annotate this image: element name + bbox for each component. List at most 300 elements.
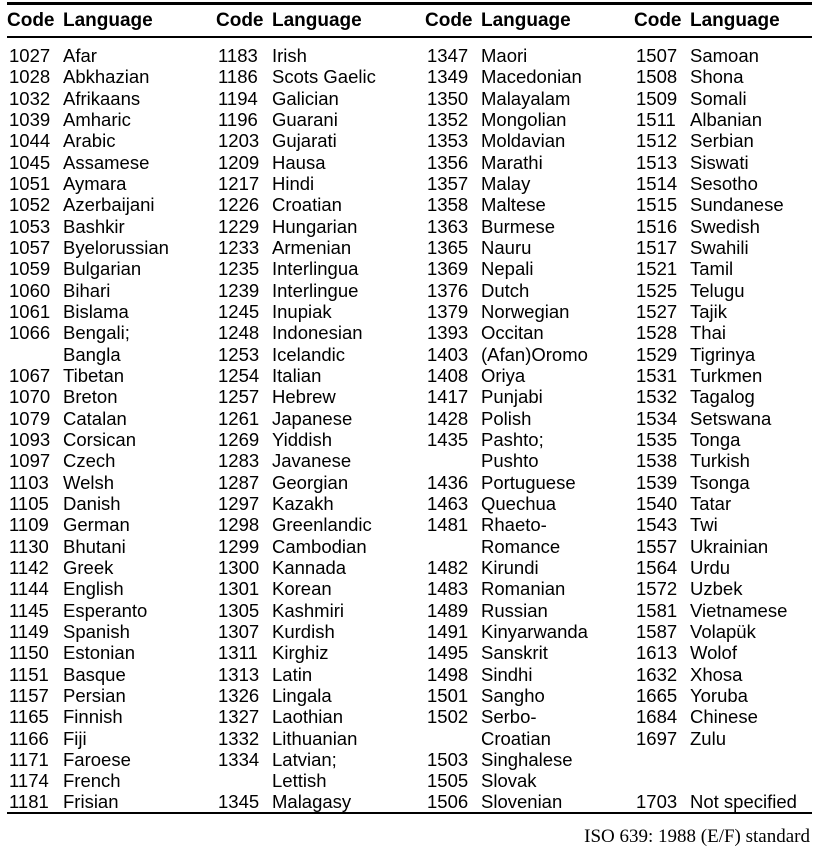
- table-row: [636, 152, 797, 173]
- table-row: [9, 600, 169, 621]
- language-code: 1513: [636, 151, 678, 173]
- language-name: Bulgarian: [63, 258, 142, 280]
- language-code: 1326: [218, 684, 260, 706]
- table-row: [9, 109, 169, 130]
- language-code: 1428: [427, 407, 469, 429]
- table-row: [636, 301, 797, 322]
- language-name: Norwegian: [481, 300, 570, 322]
- table-row: [218, 301, 376, 322]
- language-code: 1417: [427, 386, 469, 408]
- language-name: Swahili: [690, 236, 749, 258]
- language-name: Rhaeto-: [481, 514, 547, 536]
- column-header: [7, 10, 153, 32]
- language-name: Spanish: [63, 620, 130, 642]
- table-row: [427, 66, 588, 87]
- language-code: 1498: [427, 663, 469, 685]
- language-name: Urdu: [690, 556, 731, 578]
- column-rows: [9, 45, 169, 813]
- language-name: Kirghiz: [272, 642, 329, 664]
- table-row: [218, 109, 376, 130]
- table-row: [427, 45, 588, 66]
- language-code: 1516: [636, 215, 678, 237]
- language-code: 1483: [427, 578, 469, 600]
- table-row: [636, 88, 797, 109]
- language-code: 1503: [427, 748, 469, 770]
- language-name: Singhalese: [481, 748, 573, 770]
- language-code: 1144: [9, 578, 49, 600]
- language-name: Lithuanian: [272, 727, 358, 749]
- language-code: 1532: [636, 386, 678, 408]
- table-row: [636, 109, 797, 130]
- table-row: [218, 621, 376, 642]
- language-name: Afrikaans: [63, 87, 141, 109]
- table-row: [427, 429, 588, 450]
- language-code: 1507: [636, 45, 678, 66]
- language-name: Breton: [63, 386, 118, 408]
- language-name: Turkish: [690, 450, 750, 472]
- table-row: [218, 770, 376, 791]
- table-row: [9, 322, 169, 343]
- language-code: 1226: [218, 194, 260, 216]
- language-name: Volapük: [690, 620, 756, 642]
- table-row: [427, 173, 588, 194]
- table-row: [9, 749, 169, 770]
- language-code: 1186: [218, 66, 258, 88]
- table-row: [427, 216, 588, 237]
- language-name: Samoan: [690, 45, 759, 66]
- table-row: [636, 280, 797, 301]
- table-row: [636, 600, 797, 621]
- language-name: Czech: [63, 450, 116, 472]
- language-code: 1665: [636, 684, 678, 706]
- language-code: 1027: [9, 45, 51, 66]
- table-row: [636, 130, 797, 151]
- language-code: 1632: [636, 663, 678, 685]
- language-name: Malay: [481, 172, 531, 194]
- table-row: [636, 365, 797, 386]
- language-name: Serbo-: [481, 706, 537, 728]
- language-name: Korean: [272, 578, 332, 600]
- table-row: [9, 152, 169, 173]
- table-row: [9, 685, 169, 706]
- language-name: Ukrainian: [690, 535, 769, 557]
- language-name: Uzbek: [690, 578, 743, 600]
- table-row: [9, 514, 169, 535]
- language-name: Dutch: [481, 279, 530, 301]
- table-row: [218, 664, 376, 685]
- language-code: 1347: [427, 45, 469, 66]
- language-name: Tagalog: [690, 386, 755, 408]
- table-row: [218, 642, 376, 663]
- language-name: Bengali;: [63, 322, 130, 344]
- table-row: [427, 578, 588, 599]
- language-name: Lettish: [272, 770, 327, 792]
- language-code: 1245: [218, 300, 260, 322]
- language-code: 1052: [9, 194, 51, 216]
- column-header: [216, 10, 362, 32]
- code-header: Code: [216, 10, 264, 31]
- language-code: 1301: [218, 578, 260, 600]
- language-name: Galician: [272, 87, 339, 109]
- language-name: Sindhi: [481, 663, 533, 685]
- table-row: [636, 642, 797, 663]
- language-name: (Afan)Oromo: [481, 343, 588, 365]
- language-code: 1233: [218, 236, 260, 258]
- language-name: Inupiak: [272, 300, 332, 322]
- language-name: Malayalam: [481, 87, 571, 109]
- table-row: [218, 557, 376, 578]
- language-name: Lingala: [272, 684, 332, 706]
- language-name: Xhosa: [690, 663, 743, 685]
- table-row: [218, 706, 376, 727]
- table-row: [427, 386, 588, 407]
- language-code: 1145: [9, 599, 49, 621]
- table-top-rule: [7, 2, 812, 5]
- table-row: [636, 386, 797, 407]
- table-row: [9, 45, 169, 66]
- language-name: Polish: [481, 407, 532, 429]
- language-code: 1376: [427, 279, 469, 301]
- language-name: Gujarati: [272, 130, 337, 152]
- code-header: Code: [7, 10, 55, 31]
- language-name: Bhutani: [63, 535, 126, 557]
- language-name: Occitan: [481, 322, 544, 344]
- language-name: Thai: [690, 322, 726, 344]
- table-row: [218, 600, 376, 621]
- language-name: English: [63, 578, 124, 600]
- language-code: 1142: [9, 556, 49, 578]
- language-name: Tamil: [690, 258, 734, 280]
- language-name: Persian: [63, 684, 126, 706]
- language-name: Scots Gaelic: [272, 66, 376, 88]
- language-code: 1171: [9, 748, 49, 770]
- table-row: [427, 194, 588, 215]
- language-code: 1357: [427, 172, 469, 194]
- language-code: 1517: [636, 236, 678, 258]
- language-code: 1039: [9, 108, 51, 130]
- language-code: 1334: [218, 748, 260, 770]
- table-row: [636, 685, 797, 706]
- table-row: [9, 578, 169, 599]
- language-code: 1044: [9, 130, 51, 152]
- language-name: Corsican: [63, 428, 136, 450]
- language-code: 1261: [218, 407, 260, 429]
- language-name: Siswati: [690, 151, 749, 173]
- language-name: Hungarian: [272, 215, 358, 237]
- language-code: 1435: [427, 428, 469, 450]
- language-code: 1105: [9, 492, 49, 514]
- table-row: [427, 706, 588, 727]
- language-code: 1564: [636, 556, 678, 578]
- language-name: Georgian: [272, 471, 349, 493]
- table-row: [636, 322, 797, 343]
- language-code: 1345: [218, 791, 260, 813]
- table-row: [427, 450, 588, 471]
- language-name: Oriya: [481, 364, 526, 386]
- table-row: [218, 322, 376, 343]
- table-row: [427, 770, 588, 791]
- column-rows: [218, 45, 376, 813]
- language-code: 1495: [427, 642, 469, 664]
- language-name: Laothian: [272, 706, 343, 728]
- language-code: 1506: [427, 791, 469, 813]
- language-name: Irish: [272, 45, 307, 66]
- language-name: Sundanese: [690, 194, 784, 216]
- language-name: Bislama: [63, 300, 129, 322]
- language-code: 1525: [636, 279, 678, 301]
- table-row: [427, 88, 588, 109]
- table-row: [427, 685, 588, 706]
- language-name: Vietnamese: [690, 599, 788, 621]
- language-code-table: [7, 2, 812, 814]
- table-row: [9, 130, 169, 151]
- language-name: Twi: [690, 514, 718, 536]
- language-code: 1349: [427, 66, 469, 88]
- table-row: [9, 344, 169, 365]
- language-code: 1529: [636, 343, 678, 365]
- language-code: 1703: [636, 791, 678, 813]
- language-code: 1531: [636, 364, 678, 386]
- language-name: Bihari: [63, 279, 111, 301]
- language-code: 1572: [636, 578, 678, 600]
- table-row: [427, 642, 588, 663]
- table-row: [218, 685, 376, 706]
- table-row: [427, 365, 588, 386]
- language-name: French: [63, 770, 121, 792]
- table-row: [218, 344, 376, 365]
- language-code: 1511: [636, 108, 676, 130]
- language-code: 1350: [427, 87, 469, 109]
- language-name: Afar: [63, 45, 97, 66]
- language-name: Greek: [63, 556, 114, 578]
- language-name: Hausa: [272, 151, 326, 173]
- language-code: 1481: [427, 514, 469, 536]
- table-row: [9, 365, 169, 386]
- language-name: Faroese: [63, 748, 131, 770]
- language-code: 1543: [636, 514, 678, 536]
- table-row: [9, 173, 169, 194]
- table-row: [427, 280, 588, 301]
- language-code: 1097: [9, 450, 51, 472]
- language-name: Byelorussian: [63, 236, 169, 258]
- table-row: [9, 429, 169, 450]
- table-row: [218, 280, 376, 301]
- language-code: 1060: [9, 279, 51, 301]
- table-row: [218, 791, 376, 812]
- table-row: [218, 194, 376, 215]
- language-code: 1229: [218, 215, 260, 237]
- language-name: Punjabi: [481, 386, 543, 408]
- table-row: [9, 258, 169, 279]
- language-name: Shona: [690, 66, 744, 88]
- table-row: [218, 749, 376, 770]
- language-code: 1393: [427, 322, 469, 344]
- language-name: Somali: [690, 87, 747, 109]
- language-code: 1528: [636, 322, 678, 344]
- table-row: [427, 152, 588, 173]
- table-row: [218, 152, 376, 173]
- language-code: 1352: [427, 108, 469, 130]
- table-row: [427, 791, 588, 812]
- language-name: Basque: [63, 663, 126, 685]
- language-name: Telugu: [690, 279, 745, 301]
- language-name: Tsonga: [690, 471, 750, 493]
- table-row: [427, 557, 588, 578]
- language-code: 1254: [218, 364, 260, 386]
- language-code: 1538: [636, 450, 678, 472]
- language-code: 1408: [427, 364, 469, 386]
- language-name: Italian: [272, 364, 322, 386]
- table-row: [636, 664, 797, 685]
- language-name: Kashmiri: [272, 599, 344, 621]
- table-row: [636, 621, 797, 642]
- language-code: 1305: [218, 599, 260, 621]
- language-code: 1684: [636, 706, 678, 728]
- language-code: 1489: [427, 599, 469, 621]
- language-header: Language: [272, 10, 362, 31]
- table-row: [427, 344, 588, 365]
- table-row: [636, 536, 797, 557]
- language-name: Romance: [481, 535, 561, 557]
- language-code: 1057: [9, 236, 51, 258]
- table-row: [636, 258, 797, 279]
- language-code: 1379: [427, 300, 469, 322]
- language-name: Icelandic: [272, 343, 346, 365]
- language-code: 1203: [218, 130, 260, 152]
- language-name: Swedish: [690, 215, 760, 237]
- language-code: 1209: [218, 151, 260, 173]
- language-code: 1150: [9, 642, 49, 664]
- language-name: Slovenian: [481, 791, 563, 813]
- language-code: 1539: [636, 471, 678, 493]
- table-row: [9, 280, 169, 301]
- language-name: Javanese: [272, 450, 352, 472]
- language-code: 1356: [427, 151, 469, 173]
- table-row: [427, 109, 588, 130]
- language-code: 1194: [218, 87, 258, 109]
- language-name: Kinyarwanda: [481, 620, 588, 642]
- table-row: [636, 450, 797, 471]
- language-name: Russian: [481, 599, 548, 621]
- language-code: 1491: [427, 620, 469, 642]
- language-name: Maori: [481, 45, 528, 66]
- language-name: Latvian;: [272, 748, 337, 770]
- table-row: [636, 557, 797, 578]
- language-name: Latin: [272, 663, 313, 685]
- language-name: Abkhazian: [63, 66, 150, 88]
- code-header: Code: [634, 10, 682, 31]
- table-row: [9, 88, 169, 109]
- table-row: [636, 493, 797, 514]
- language-code: 1283: [218, 450, 260, 472]
- language-code: 1534: [636, 407, 678, 429]
- table-row: [427, 728, 588, 749]
- language-name: Malagasy: [272, 791, 352, 813]
- language-code: 1363: [427, 215, 469, 237]
- language-name: Finnish: [63, 706, 123, 728]
- table-row: [218, 514, 376, 535]
- language-name: Kurdish: [272, 620, 335, 642]
- language-code: 1217: [218, 172, 260, 194]
- table-row: [218, 728, 376, 749]
- language-name: Aymara: [63, 172, 127, 194]
- language-name: Fiji: [63, 727, 87, 749]
- language-name: Bashkir: [63, 215, 125, 237]
- language-name: Yoruba: [690, 684, 748, 706]
- table-row: [218, 258, 376, 279]
- language-code: 1535: [636, 428, 678, 450]
- table-row: [9, 386, 169, 407]
- table-row: [636, 429, 797, 450]
- table-row: [218, 66, 376, 87]
- language-name: Danish: [63, 492, 121, 514]
- table-row: [427, 472, 588, 493]
- table-row: [218, 237, 376, 258]
- language-name: Burmese: [481, 215, 556, 237]
- language-code: 1436: [427, 471, 469, 493]
- language-name: Hebrew: [272, 386, 336, 408]
- table-row: [9, 770, 169, 791]
- language-code: 1311: [218, 642, 258, 664]
- language-code: 1509: [636, 87, 678, 109]
- language-name: Romanian: [481, 578, 566, 600]
- table-row: [427, 536, 588, 557]
- language-name: Hindi: [272, 172, 315, 194]
- language-code: 1557: [636, 535, 678, 557]
- table-row: [636, 791, 797, 812]
- table-row: [9, 450, 169, 471]
- header-rule: [7, 36, 812, 38]
- language-code: 1313: [218, 663, 260, 685]
- language-name: Sanskrit: [481, 642, 548, 664]
- language-name: Quechua: [481, 492, 557, 514]
- table-row: [9, 301, 169, 322]
- table-row: [636, 237, 797, 258]
- language-name: Not specified: [690, 791, 797, 813]
- language-code: 1482: [427, 556, 469, 578]
- language-code: 1332: [218, 727, 260, 749]
- table-row: [218, 472, 376, 493]
- table-row: [9, 706, 169, 727]
- table-row: [636, 344, 797, 365]
- language-code: 1093: [9, 428, 51, 450]
- table-row: [218, 216, 376, 237]
- table-row: [636, 66, 797, 87]
- table-row: [636, 514, 797, 535]
- language-name: Moldavian: [481, 130, 566, 152]
- language-name: Chinese: [690, 706, 758, 728]
- table-row: [427, 493, 588, 514]
- language-code: 1613: [636, 642, 678, 664]
- language-name: Catalan: [63, 407, 127, 429]
- language-code: 1508: [636, 66, 678, 88]
- language-code: 1298: [218, 514, 260, 536]
- language-header: Language: [690, 10, 780, 31]
- table-row: [218, 429, 376, 450]
- language-name: Tibetan: [63, 364, 125, 386]
- language-header: Language: [481, 10, 571, 31]
- language-name: Tigrinya: [690, 343, 756, 365]
- language-code: 1028: [9, 66, 51, 88]
- table-row: [9, 791, 169, 812]
- language-name: Amharic: [63, 108, 131, 130]
- language-name: Zulu: [690, 727, 726, 749]
- language-name: Tatar: [690, 492, 732, 514]
- language-name: Arabic: [63, 130, 116, 152]
- language-name: Indonesian: [272, 322, 363, 344]
- language-name: Kirundi: [481, 556, 539, 578]
- language-name: Japanese: [272, 407, 353, 429]
